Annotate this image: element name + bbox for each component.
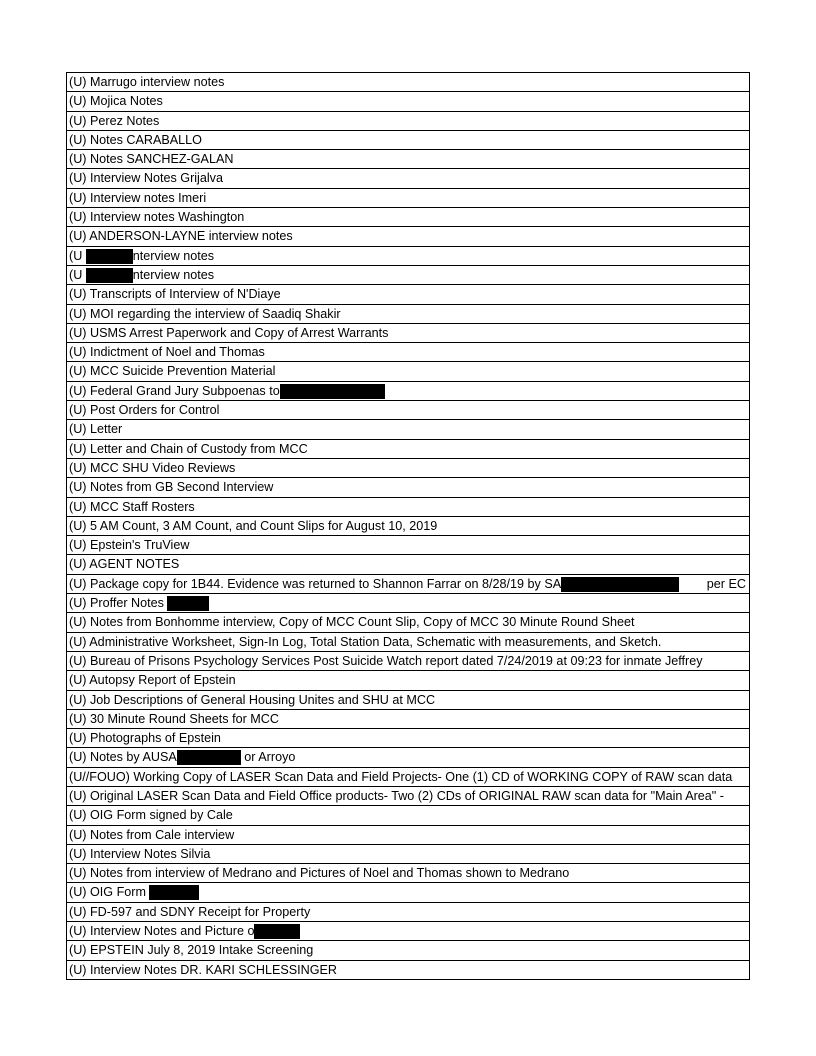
row-text: or Arroyo bbox=[240, 750, 296, 765]
table-row bbox=[67, 710, 749, 729]
row-text: (U) Job Descriptions of General Housing Unites and SHU at MCC bbox=[69, 692, 436, 707]
table-row bbox=[67, 266, 749, 285]
row-text: (U) Bureau of Prisons Psychology Services Post Suicide Watch report dated 7/24/2019 at 09:23 for inmate Jeffrey bbox=[69, 653, 703, 668]
table-row bbox=[67, 633, 749, 652]
table-row bbox=[67, 305, 749, 324]
row-text: (U) MCC Staff Rosters bbox=[69, 499, 195, 514]
table-row bbox=[67, 864, 749, 883]
redaction-box bbox=[149, 885, 199, 900]
row-text: (U) Federal Grand Jury Subpoenas to bbox=[69, 383, 280, 398]
row-text: (U) Notes from interview of Medrano and Pictures of Noel and Thomas shown to Medrano bbox=[69, 866, 570, 881]
table-row bbox=[67, 806, 749, 825]
row-text: (U) OIG Form signed by Cale bbox=[69, 808, 233, 823]
row-text: (U) AGENT NOTES bbox=[69, 557, 180, 572]
redaction-box bbox=[254, 924, 300, 939]
table-row bbox=[67, 787, 749, 806]
table-row bbox=[67, 112, 749, 131]
table-row bbox=[67, 169, 749, 188]
row-text: nterview notes bbox=[132, 248, 214, 263]
table-row bbox=[67, 131, 749, 150]
row-text: (U bbox=[69, 267, 86, 282]
redaction-box bbox=[561, 577, 679, 592]
row-text: (U) USMS Arrest Paperwork and Copy of Arrest Warrants bbox=[69, 325, 389, 340]
row-text: (U) Notes from Cale interview bbox=[69, 827, 235, 842]
row-text: (U) EPSTEIN July 8, 2019 Intake Screening bbox=[69, 943, 314, 958]
table-row bbox=[67, 903, 749, 922]
redaction-box bbox=[177, 750, 241, 765]
table-row bbox=[67, 575, 749, 594]
table-row bbox=[67, 189, 749, 208]
row-text: (U) Interview Notes Grijalva bbox=[69, 171, 223, 186]
row-text: (U) Interview Notes and Picture o bbox=[69, 924, 255, 939]
table-row bbox=[67, 478, 749, 497]
row-text: (U) MCC Suicide Prevention Material bbox=[69, 364, 276, 379]
table-row bbox=[67, 652, 749, 671]
table-row bbox=[67, 613, 749, 632]
redaction-box bbox=[86, 249, 133, 264]
table-row bbox=[67, 92, 749, 111]
table-row bbox=[67, 883, 749, 902]
table-row bbox=[67, 845, 749, 864]
row-text: (U) Transcripts of Interview of N'Diaye bbox=[69, 287, 281, 302]
row-text: (U) FD-597 and SDNY Receipt for Property bbox=[69, 904, 311, 919]
row-text: (U) Post Orders for Control bbox=[69, 403, 220, 418]
table-row bbox=[67, 922, 749, 941]
table-row bbox=[67, 768, 749, 787]
table-row bbox=[67, 420, 749, 439]
row-text: (U) Notes by AUSA bbox=[69, 750, 177, 765]
table-row bbox=[67, 150, 749, 169]
redaction-box bbox=[167, 596, 209, 611]
table-row bbox=[67, 247, 749, 266]
row-text: (U) Interview notes Washington bbox=[69, 210, 245, 225]
row-text: (U) Indictment of Noel and Thomas bbox=[69, 345, 265, 360]
table-row bbox=[67, 382, 749, 401]
row-text: (U) Notes from Bonhomme interview, Copy of MCC Count Slip, Copy of MCC 30 Minute Round Sheet bbox=[69, 615, 635, 630]
table-row bbox=[67, 517, 749, 536]
table-row bbox=[67, 285, 749, 304]
table-row bbox=[67, 343, 749, 362]
row-text: (U) Letter and Chain of Custody from MCC bbox=[69, 441, 308, 456]
row-text: (U) Epstein's TruView bbox=[69, 538, 190, 553]
row-text: (U) Perez Notes bbox=[69, 113, 160, 128]
row-text: (U) Notes SANCHEZ-GALAN bbox=[69, 152, 234, 167]
table-row bbox=[67, 208, 749, 227]
table-row bbox=[67, 826, 749, 845]
row-text: (U) Original LASER Scan Data and Field Office products- Two (2) CDs of ORIGINAL RAW scan data for "Main Area" - bbox=[69, 788, 724, 803]
row-text: (U) Proffer Notes bbox=[69, 596, 168, 611]
row-text: (U) Interview Notes Silvia bbox=[69, 846, 211, 861]
table-row bbox=[67, 498, 749, 517]
table-row bbox=[67, 459, 749, 478]
row-text: (U//FOUO) Working Copy of LASER Scan Data and Field Projects- One (1) CD of WORKING COPY of RAW scan data bbox=[69, 769, 733, 784]
row-text: (U) MCC SHU Video Reviews bbox=[69, 460, 236, 475]
table-row bbox=[67, 555, 749, 574]
row-text: (U) Package copy for 1B44. Evidence was returned to Shannon Farrar on 8/28/19 by SA bbox=[69, 576, 562, 591]
redaction-box bbox=[280, 384, 385, 399]
row-text: (U) ANDERSON-LAYNE interview notes bbox=[69, 229, 293, 244]
row-text: nterview notes bbox=[132, 267, 214, 282]
row-text: (U) Interview Notes DR. KARI SCHLESSINGER bbox=[69, 962, 338, 977]
table-row bbox=[67, 941, 749, 960]
redaction-box bbox=[86, 268, 133, 283]
row-text: (U bbox=[69, 248, 86, 263]
row-text: (U) 5 AM Count, 3 AM Count, and Count Slips for August 10, 2019 bbox=[69, 518, 438, 533]
table-row bbox=[67, 594, 749, 613]
table-row bbox=[67, 691, 749, 710]
table-row bbox=[67, 324, 749, 343]
row-text: (U) Mojica Notes bbox=[69, 94, 163, 109]
evidence-table bbox=[66, 72, 750, 980]
row-text: (U) OIG Form bbox=[69, 885, 150, 900]
row-text: (U) Letter bbox=[69, 422, 123, 437]
table-row bbox=[67, 961, 749, 980]
row-text: (U) Administrative Worksheet, Sign-In Log, Total Station Data, Schematic with measurements, and Sketch. bbox=[69, 634, 662, 649]
row-text: (U) Photographs of Epstein bbox=[69, 731, 221, 746]
table-row bbox=[67, 748, 749, 767]
table-row bbox=[67, 536, 749, 555]
table-row bbox=[67, 729, 749, 748]
row-text: (U) Marrugo interview notes bbox=[69, 75, 225, 89]
row-text: (U) 30 Minute Round Sheets for MCC bbox=[69, 711, 279, 726]
row-text: (U) Notes from GB Second Interview bbox=[69, 480, 274, 495]
row-text: per EC bbox=[706, 576, 746, 591]
row-text: (U) Interview notes Imeri bbox=[69, 190, 207, 205]
table-row bbox=[67, 671, 749, 690]
table-row bbox=[67, 440, 749, 459]
row-text: (U) Notes CARABALLO bbox=[69, 132, 202, 147]
table-row bbox=[67, 362, 749, 381]
row-text: (U) MOI regarding the interview of Saadiq Shakir bbox=[69, 306, 341, 321]
table-row bbox=[67, 401, 749, 420]
table-row bbox=[67, 227, 749, 246]
table-row bbox=[67, 73, 749, 92]
row-text: (U) Autopsy Report of Epstein bbox=[69, 673, 236, 688]
